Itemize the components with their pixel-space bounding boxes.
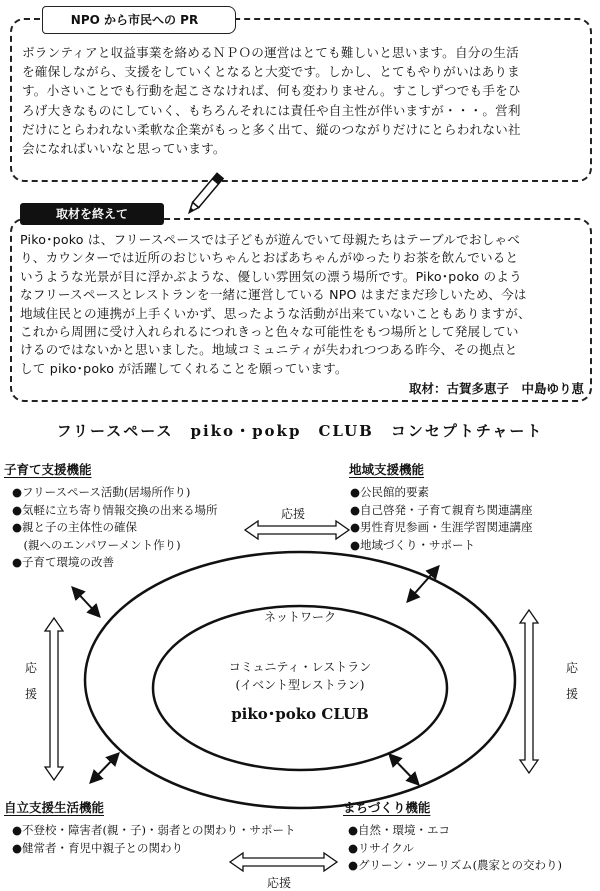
list-item: ●フリースペース活動(居場所作り) xyxy=(12,485,191,499)
support-left-char: 応 xyxy=(24,661,37,675)
npo-pr-line: 会になればいいなと思っています。 xyxy=(22,141,226,157)
support-label-left xyxy=(24,655,38,707)
club-name: piko･poko CLUB xyxy=(231,705,369,723)
group-town-title: まちづくり機能 xyxy=(343,800,431,815)
interview-line: いうような光景が目に浮かぶような、優しい雰囲気の漂う場所です。Piko･poko のよう xyxy=(20,268,522,284)
list-item: ●自然・環境・エコ xyxy=(348,823,451,837)
restaurant-label xyxy=(180,658,420,694)
npo-pr-line: す。小さいことでも行動を起こさなければ、何も変わりません。すこしずつでも手をひ xyxy=(22,83,521,99)
interview-line: なフリースペースとレストランを一緒に運営している NPO はまだまだ珍しいため、今は xyxy=(20,287,527,303)
list-item: ●自己啓発・子育て親育ち関連講座 xyxy=(350,502,533,517)
support-right-char: 応 xyxy=(565,661,578,675)
npo-pr-line: だけにとらわれない柔軟な企業がもっと多く出て、縦のつながりだけにとらわれない社 xyxy=(22,121,521,137)
top-support-arrow xyxy=(245,521,349,539)
group-community-title: 地域支援機能 xyxy=(349,462,425,477)
interview-line: けるのではないかと思いました。地域コミュニティが失われつつある昨今、その拠点と xyxy=(20,342,518,358)
list-item: ●地域づくり・サポート xyxy=(350,537,476,552)
npo-pr-tag-label: NPO から市民への PR xyxy=(70,13,199,27)
interview-line: Piko･poko は、フリースペースでは子どもが遊んでいて母親たちはテーブルでおしゃべ xyxy=(20,232,521,247)
list-item: ●不登校・障害者(親・子)・弱者との関わり・サポート xyxy=(12,823,296,837)
npo-pr-line: ボランティアと収益事業を絡めるＮＰＯの運営はとても難しいと思います。自分の生活 xyxy=(22,45,519,60)
group-independence-title: 自立支援生活機能 xyxy=(4,800,105,815)
interview-line: 地域住民との連携が上手くいかず、思ったような活動が出来ていないこともありますが、 xyxy=(20,305,531,321)
network-label: ネットワーク xyxy=(263,610,336,624)
list-item: ●気軽に立ち寄り情報交換の出来る場所 xyxy=(12,502,218,517)
support-label-top: 応援 xyxy=(281,507,306,521)
interview-credit: 取材：古賀多恵子 中島ゆり恵 xyxy=(408,381,584,396)
list-item: ●リサイクル xyxy=(348,840,414,855)
group-community-list xyxy=(350,484,533,554)
list-item: ●健常者・育児中親子との関わり xyxy=(12,840,184,855)
restaurant-label-line1: コミュニティ・レストラン xyxy=(228,660,372,674)
list-item: ●子育て環境の改善 xyxy=(12,555,115,569)
npo-pr-line: を確保しながら、支援をしていくとなると大変です。しかし、とてもやりがいはありま xyxy=(22,64,520,80)
list-item: ●公民館的要素 xyxy=(350,485,430,499)
npo-pr-line: ろげ大きなものにしていく、もちろんそれには責任や自主性が伴いますが・・・。営利 xyxy=(22,102,521,118)
interview-line: これから周囲に受け入れられるにつれきっと色々な可能性をもつ場所として発展してい xyxy=(20,324,519,340)
chart-title: フリースペース piko・pokp CLUB コンセプトチャート xyxy=(56,422,544,440)
diag-arrow-bottom-right xyxy=(390,755,418,784)
right-support-arrow xyxy=(520,610,538,773)
left-support-arrow xyxy=(45,618,63,780)
group-town-list xyxy=(348,822,562,875)
interview-tag-label: 取材を終えて xyxy=(55,207,128,221)
list-item: ●男性育児参画・生涯学習関連講座 xyxy=(350,520,533,534)
diag-arrow-top-left xyxy=(73,588,99,616)
list-item: ●親と子の主体性の確保 xyxy=(12,520,138,534)
group-independence-list xyxy=(12,822,296,857)
group-childcare-title: 子育て支援機能 xyxy=(4,462,92,477)
support-label-right xyxy=(565,655,579,707)
interview-line: り、カウンターでは近所のおじいちゃんとおばあちゃんがゆったりお茶を飲んでいると xyxy=(20,250,519,266)
support-left-char: 援 xyxy=(24,687,37,701)
list-item: ●グリーン・ツーリズム(農家との交わり) xyxy=(348,858,563,872)
list-item: (親へのエンパワーメント作り) xyxy=(12,537,181,552)
support-label-bottom: 応援 xyxy=(267,876,292,890)
interview-line: して piko･poko が活躍してくれることを願っています。 xyxy=(20,360,348,376)
restaurant-label-line2: (イベント型レストラン) xyxy=(235,678,365,692)
support-right-char: 援 xyxy=(565,687,578,701)
group-childcare-list xyxy=(12,484,218,572)
diag-arrow-bottom-left xyxy=(91,754,118,782)
